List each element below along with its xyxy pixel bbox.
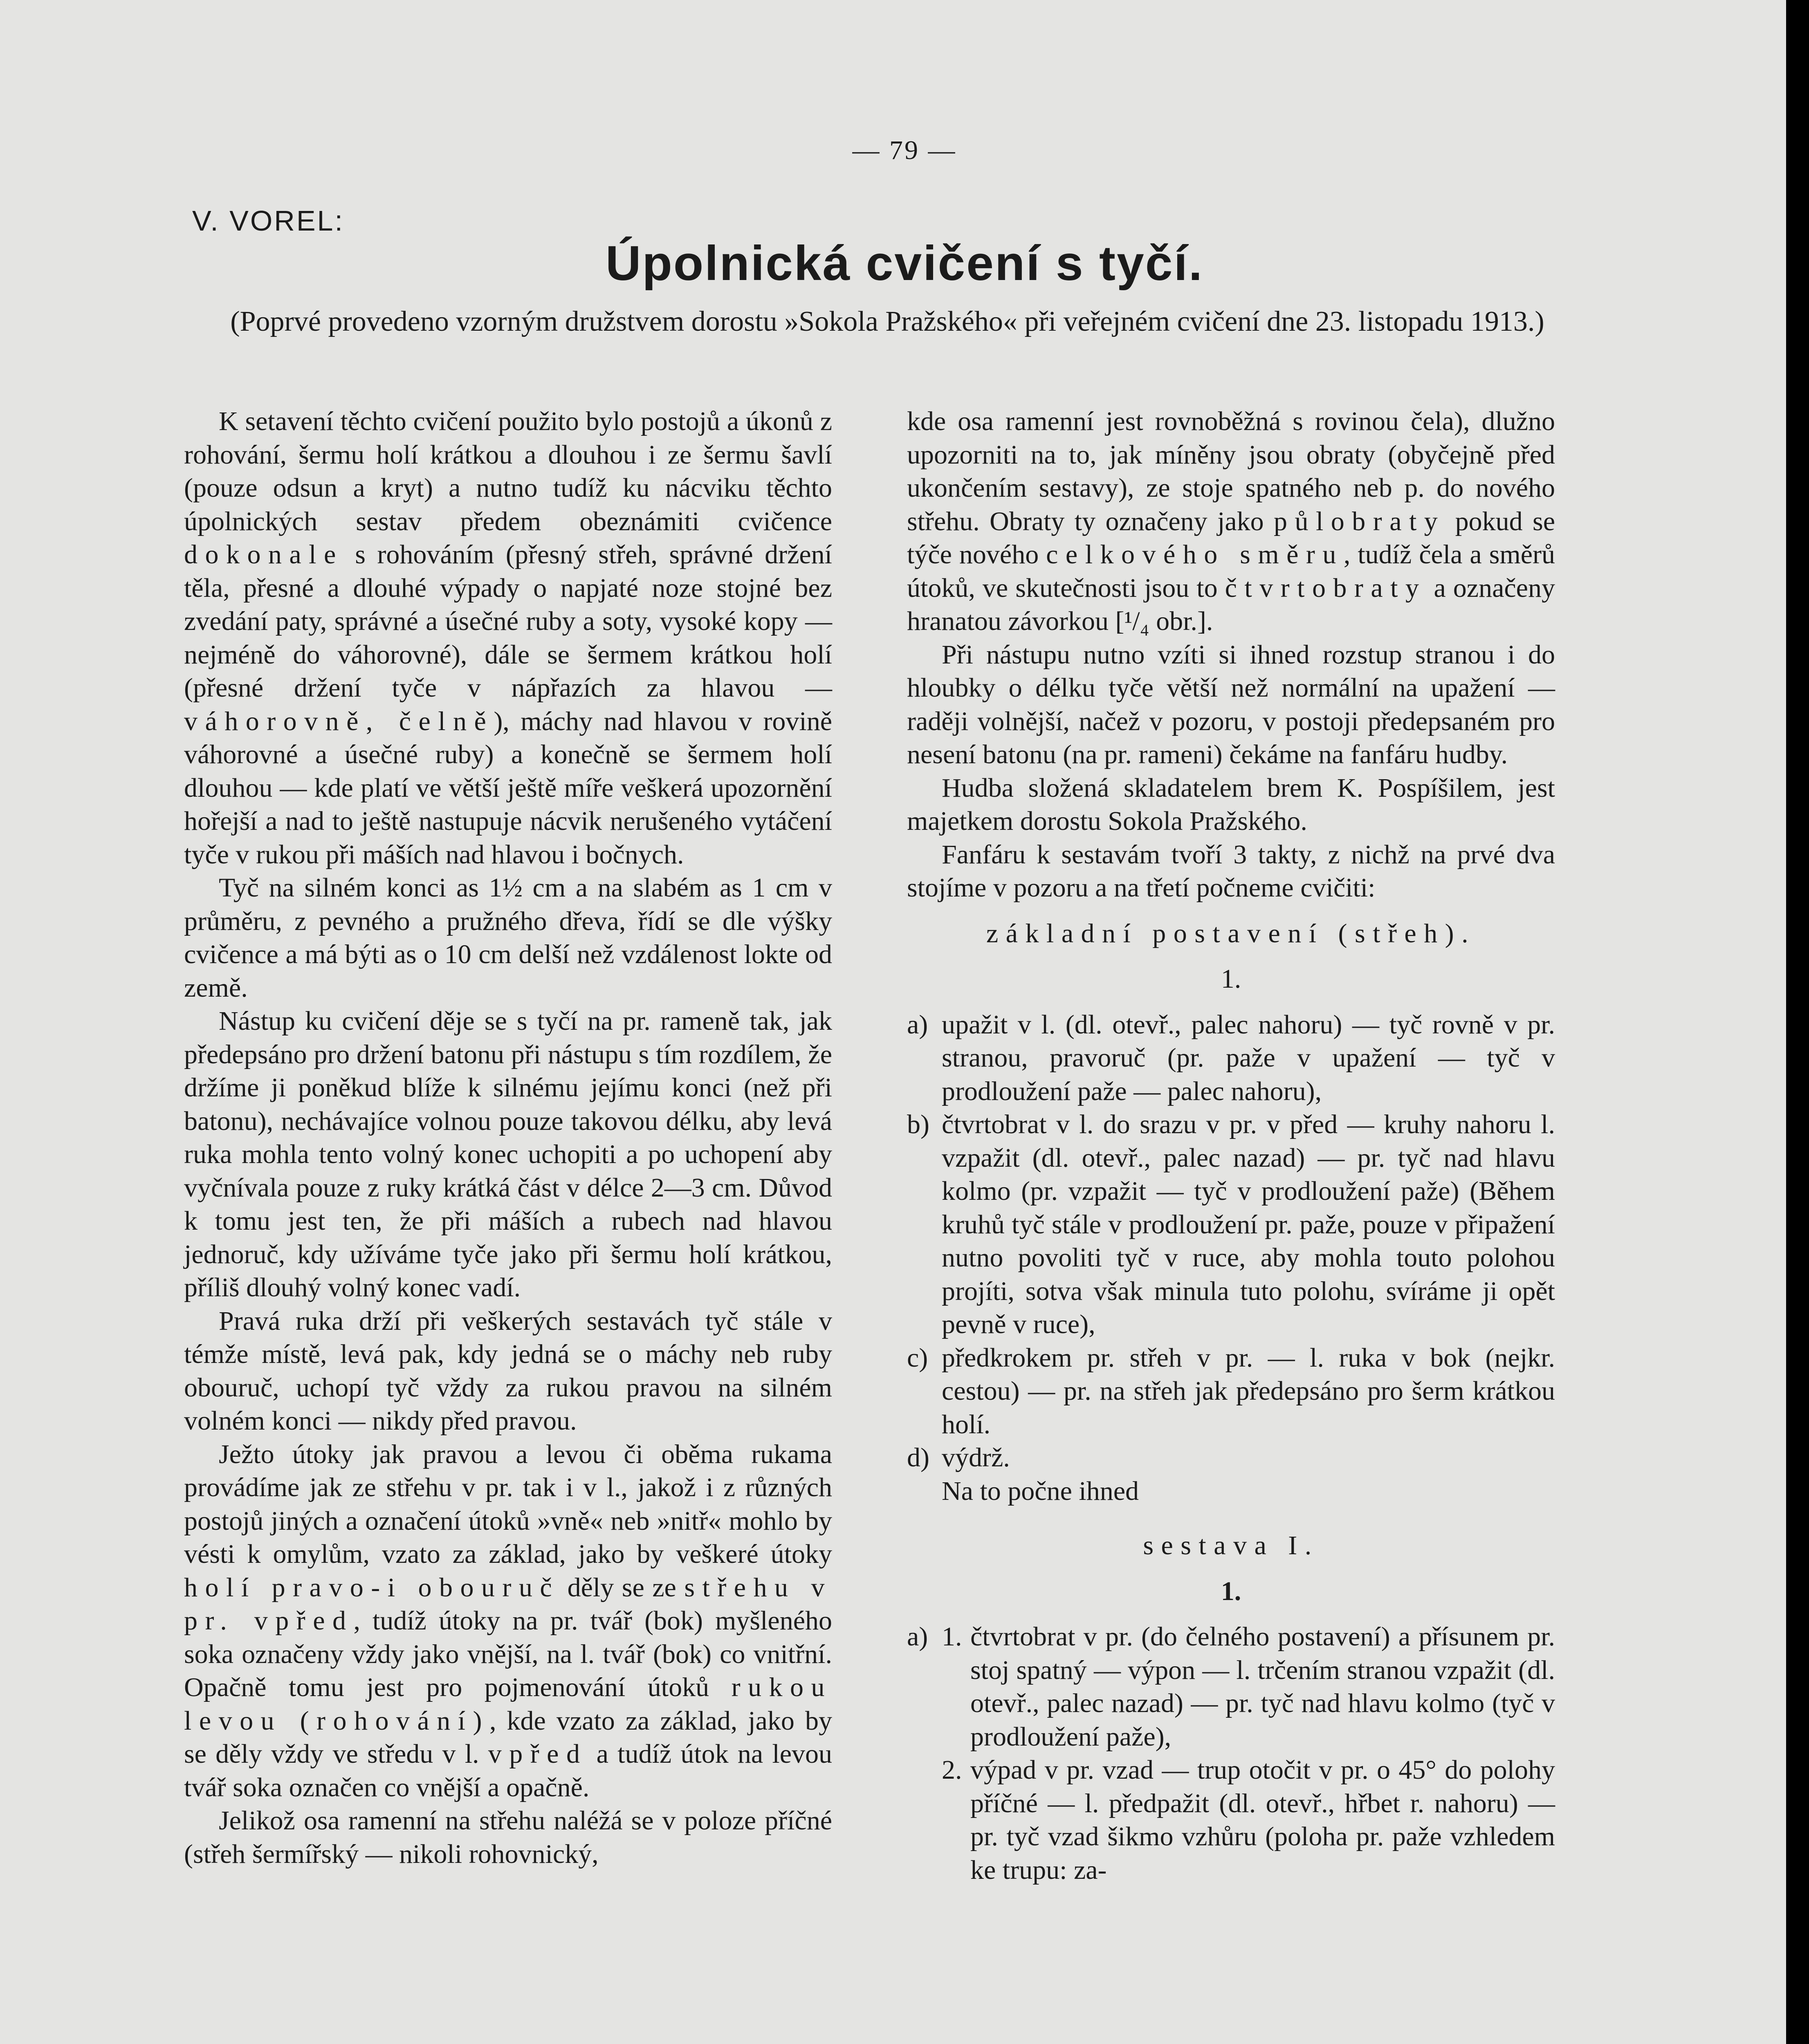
list-item [907,1441,1555,1475]
paragraph [907,405,1555,638]
text-run: pokud se týče nového [907,506,1555,569]
spaced-text: vpřed [488,1739,588,1769]
article-subtitle: (Poprvé provedeno vzorným družstvem dorostu »Sokola Pražského« při veřejném cvičení dne 23. listopadu 1913.) [230,306,1544,337]
text-run: s rohováním (přesný střeh, správné držení těla, přesné a dlouhé výpady o napjaté noze stojné bez zvedání paty, správné a úsečné ruby a soty, vysoké kopy — nejméně do váhorovné), dále se šermem krátkou holí (přesné držení tyče v nápřazích za hlavou — [184,540,832,703]
text-run: ), máchy nad hlavou v rovině váhorovné a úsečné ruby) a konečně se šermem holí dlouhou — kde platí ve větší ještě míře veškerá upozornění hořejší a nad to ještě nastupuje nácvik nerušeného vytáčení tyče v rukou při máších nad hlavou i bočnych. [184,706,833,870]
paragraph: Fanfáru k sestavám tvoří 3 takty, z nichž na prvé dva stojíme v pozoru a na třetí počneme cvičiti: [907,839,1555,903]
text-run: , tudíž útoky na pr. tvář (bok) myšleného soka označeny vždy jako vnější, na l. tvář (bok) co vnitřní. Opačně tomu jest pro pojmenování útoků [184,1606,832,1702]
spaced-text: rukou levou (rohování) [184,1672,832,1736]
item-label: c) [907,1342,928,1373]
spaced-text: celkového směru [1046,540,1344,569]
item-text: upažit v l. (dl. otevř., palec nahoru) — tyč rovně v pr. stranou, pravoruč (pr. paže v upažení — tyč v prodloužení paže — palec nahoru), [942,1009,1555,1106]
list-item [907,1341,1555,1441]
item-text: výpad v pr. vzad — trup otočit v pr. o 45° do polohy příčné — l. předpažit (dl. otevř., hřbet r. nahoru) — pr. tyč vzad šikmo vzhůru (poloha pr. paže vzhledem ke trupu: za- [970,1755,1555,1885]
item-label: b) [907,1109,929,1139]
item-label: a) [907,1009,928,1040]
author-name: V. VOREL: [192,205,344,237]
paragraph: Jelikož osa ramenní na střehu naléžá se v poloze příčné (střeh šermířský — nikoli rohovnický, [184,1806,832,1869]
article-title: Úpolnická cvičení s tyčí. [605,236,1204,291]
paragraph [184,1438,832,1804]
paragraph: Pravá ruka drží při veškerých sestavách tyč stále v témže místě, levá pak, kdy jedná se o máchy neb ruby obouruč, uchopí tyč vždy za rukou pravou na silném volném konci — nikdy před pravou. [184,1306,832,1436]
text-run: děly se ze [559,1572,685,1602]
spaced-text: čtvrtobraty [1225,573,1427,603]
list-item [907,1108,1555,1341]
list-item [907,1753,1555,1887]
text-run: , tudíž čela a směrů útoků, ve skutečnosti jsou to [907,540,1555,603]
section-number: 1. [1221,964,1241,994]
item-text: čtvrtobrat v pr. (do čelného postavení) a přísunem pr. stoj spatný — výpon — l. trčením stranou vzpažit (dl. otevř., palec nazad) — pr. tyč nad hlavu kolmo (tyč v prodloužení paže), [970,1622,1555,1752]
left-column [184,405,832,1871]
item-sublabel: 2. [942,1755,962,1785]
paragraph: Nástup ku cvičení děje se s tyčí na pr. rameně tak, jak předepsáno pro držení batonu při nástupu s tím rozdílem, že držíme ji poněkud blíže k silnému jejímu konci (než při batonu), nechávajíce volnou pouze takovou délku, aby levá ruka mohla tento volný konec uchopiti a po uchopení aby vyčnívala pouze z ruky krátká část v délce 2—3 cm. Důvod k tomu jest ten, že při máších a rubech nad hlavou jednoruč, kdy užíváme tyče jako při šermu holí krátkou, příliš dlouhý volný konec vadí. [184,1006,832,1302]
text-run: , kde vzato za základ, jako by se děly vždy ve středu v l. [184,1706,832,1769]
item-text: předkrokem pr. střeh v pr. — l. ruka v bok (nejkr. cestou) — pr. na střeh jak předepsáno pro šerm krátkou holí. [942,1342,1555,1439]
text-run: a označeny hranatou závorkou [¹/₄ obr.]. [907,573,1555,636]
item-text: čtvrtobrat v l. do srazu v pr. v před — kruhy nahoru l. vzpažit (dl. otevř., palec nazad) — pr. tyč nad hlavu kolmo (pr. vzpažit — tyč v prodloužení paže) (Během kruhů tyč stále v prodloužení pr. paže, pouze v připažení nutno povoliti tyč v ruce, aby mohla touto polohou projíti, sotva však minula tuto polohu, svíráme ji opět pevně v ruce), [942,1109,1555,1339]
spaced-text: váhorovně, čelně [184,706,494,736]
paragraph: Na to počne ihned [942,1476,1139,1506]
right-column [907,405,1555,1887]
text-run: K setavení těchto cvičení použito bylo postojů a úkonů z rohování, šermu holí krátkou a dlouhou i ze šermu šavlí (pouze odsun a kryt) a nutno tudíž ku nácviku těchto úpolnických sestav předem obeznámiti cvičence [184,406,832,536]
paragraph: Hudba složená skladatelem brem K. Pospíšilem, jest majetkem dorostu Sokola Pražského. [907,773,1555,836]
page-number: — 79 — [852,135,957,165]
item-label: a) [907,1622,928,1652]
item-label: d) [907,1443,929,1472]
spaced-text: střehu v pr. vpřed [184,1572,832,1636]
text-run: a tudíž útok na levou tvář soka označen co vnější a opačně. [184,1739,832,1802]
text-run: kde osa ramenní jest rovnoběžná s rovinou čela), dlužno upozorniti na to, jak míněny jsou obraty (obyčejně před ukončením sestavy), ze stoje spatného neb p. do nového střehu. Obraty ty označeny jako [907,406,1555,536]
spaced-text: dokonale [184,540,343,569]
section-heading: sestava I. [1143,1531,1319,1560]
paragraph: Při nástupu nutno vzíti si ihned rozstup stranou i do hloubky o délku tyče větší než normální na upažení — raději volnější, načež v pozoru, v postoji předepsaném pro nesení batonu (na pr. rameni) čekáme na fanfáru hudby. [907,639,1555,769]
spaced-text: holí pravo-i obouruč [184,1572,560,1602]
paragraph: Tyč na silném konci as 1½ cm a na slabém as 1 cm v průměru, z pevného a pružného dřeva, řídí se dle výšky cvičence a má býti as o 10 cm delší než vzdálenost lokte od země. [184,873,832,1003]
list-item [907,1008,1555,1108]
paragraph [184,405,832,871]
list-item [907,1620,1555,1753]
section-number: 1. [1221,1576,1241,1606]
spaced-text: půlobraty [1274,506,1445,536]
item-sublabel: 1. [942,1622,962,1652]
item-text: výdrž. [942,1443,1010,1472]
text-run: Ježto útoky jak pravou a levou či oběma rukama provádíme jak ze střehu v pr. tak i v l., jakož i z různých postojů jiných a označení útoků »vně« neb »nitř« mohlo by vésti k omylům, vzato za základ, jako by veškeré útoky [184,1439,832,1569]
section-heading: základní postavení (střeh). [986,918,1476,948]
